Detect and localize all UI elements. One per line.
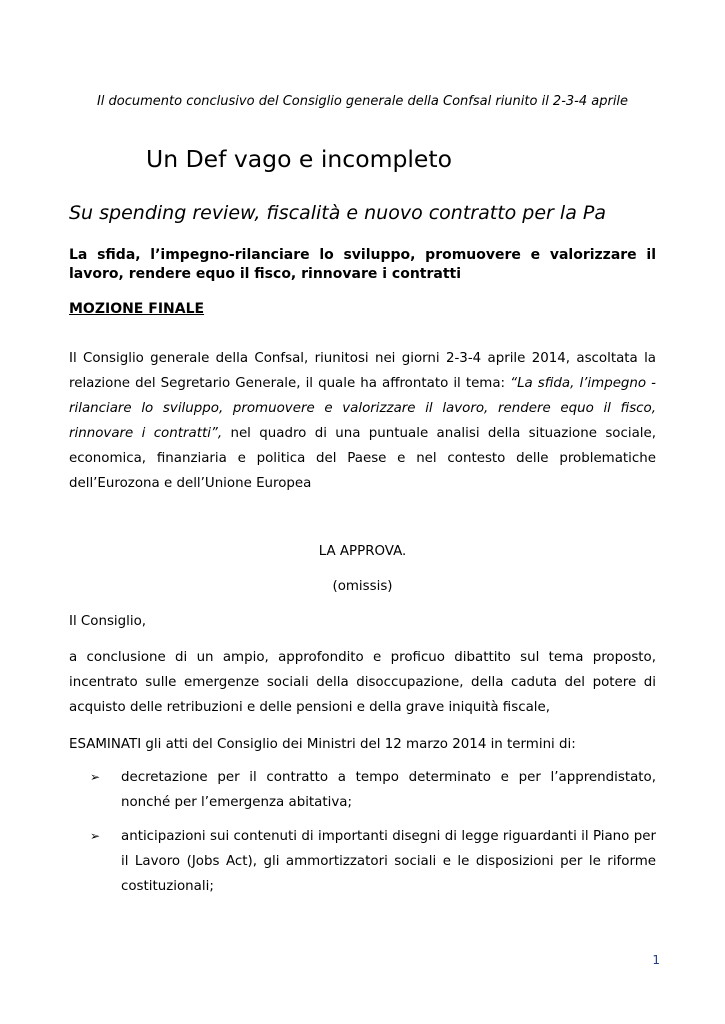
opening-paragraph-lead: Il Consiglio generale della Confsal, riunitosi nei giorni 2-3-4 aprile 2014, ascoltata la relazione del Segretario Generale, il quale ha affrontato il tema: [69, 351, 656, 391]
approval-line: LA APPROVA. [318, 544, 407, 559]
document-subtitle: Su spending review, fiscalità e nuovo contratto per la Pa [69, 202, 606, 224]
theme-heading: La sfida, l’impegno-rilanciare lo sviluppo, promuovere e valorizzare il lavoro, rendere equo il fisco, rinnovare i contratti [69, 247, 656, 282]
arrow-bullet-icon: ➢ [90, 829, 101, 843]
opening-paragraph-quote: “La sfida, l’impegno - rilanciare lo sviluppo, promuovere e valorizzare il lavoro, rendere equo il fisco, rinnovare i contratti”, [69, 376, 657, 441]
list-item: anticipazioni sui contenuti di importanti disegni di legge riguardanti il Piano per il Lavoro (Jobs Act), gli ammortizzatori sociali e le disposizioni per le riforme costituzionali; [121, 829, 656, 894]
intro-line: Il documento conclusivo del Consiglio generale della Confsal riunito il 2-3-4 aprile [96, 94, 629, 109]
opening-paragraph [69, 346, 656, 496]
debate-paragraph: a conclusione di un ampio, approfondito e proficuo dibattito sul tema proposto, incentrato sulle emergenze sociali della disoccupazione, della caduta del potere di acquisto delle retribuzioni e delle pensioni e della grave iniquità fiscale, [69, 650, 656, 715]
page-number: 1 [652, 953, 660, 967]
council-line: Il Consiglio, [69, 614, 147, 629]
omissis-line: (omissis) [332, 579, 393, 594]
arrow-bullet-icon: ➢ [90, 770, 101, 784]
opening-paragraph-tail: nel quadro di una puntuale analisi della situazione sociale, economica, finanziaria e politica del Paese e nel contesto delle problematiche dell’Eurozona e dell’Unione Europea [69, 426, 656, 491]
list-item: decretazione per il contratto a tempo determinato e per l’apprendistato, nonché per l’emergenza abitativa; [121, 770, 656, 810]
document-title: Un Def vago e incompleto [146, 145, 452, 173]
motion-heading: MOZIONE FINALE [69, 301, 205, 317]
examined-line: ESAMINATI gli atti del Consiglio dei Ministri del 12 marzo 2014 in termini di: [69, 737, 576, 752]
